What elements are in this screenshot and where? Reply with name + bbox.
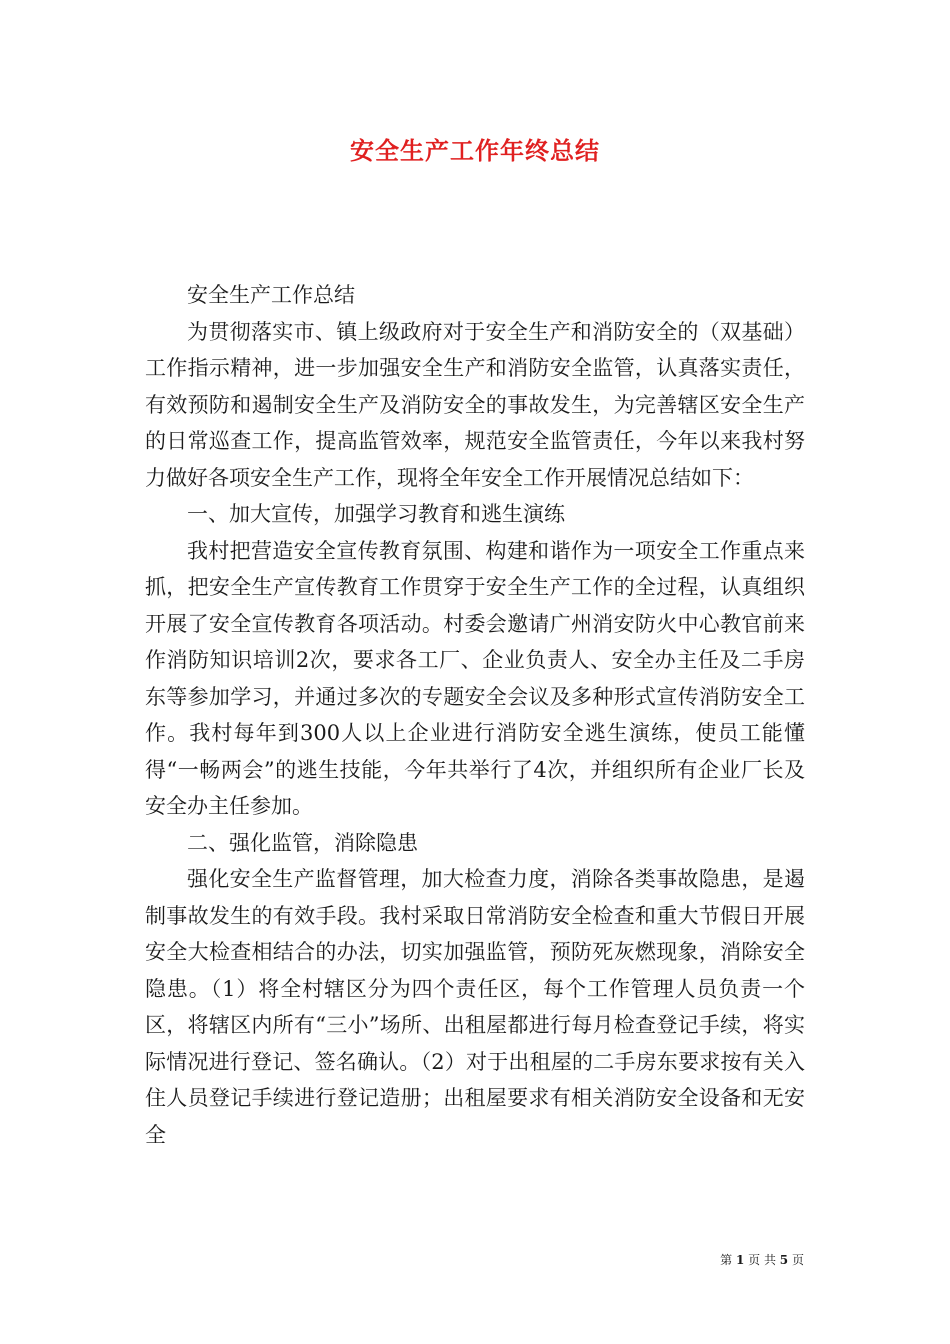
paragraph: 强化安全生产监督管理，加大检查力度，消除各类事故隐患，是遏制事故发生的有效手段。我村采取日常消防安全检查和重大节假日开展安全大检查相结合的办法，切实加强监管，预防死灰燃现象，消除安全隐患。（1）将全村辖区分为四个责任区，每个工作管理人员负责一个区，将辖区内所有“三小”场所、出租屋都进行每月检查登记手续，将实际情况进行登记、签名确认。（2）对于出租屋的二手房东要求按有关入住人员登记手续进行登记造册；出租屋要求有相关消防安全设备和无安全 [145,867,805,1147]
footer-suffix: 页 [791,1253,804,1267]
footer-middle: 页 共 [748,1253,776,1267]
paragraph: 我村把营造安全宣传教育氛围、构建和谐作为一项安全工作重点来抓，把安全生产宣传教育工作贯穿于安全生产工作的全过程，认真组织开展了安全宣传教育各项活动。村委会邀请广州消安防火中心教官前来作消防知识培训2次，要求各工厂、企业负责人、安全办主任及二手房东等参加学习，并通过多次的专题安全会议及多种形式宣传消防安全工作。我村每年到300人以上企业进行消防安全逃生演练，使员工能懂得“一畅两会”的逃生技能，今年共举行了4次，并组织所有企业厂长及安全办主任参加。 [145,538,805,818]
document-title: 安全生产工作年终总结 [350,137,600,165]
page-footer [720,1251,804,1268]
current-page-number: 1 [735,1253,745,1267]
footer-prefix: 第 [720,1253,733,1267]
section-heading: 二、强化监管，消除隐患 [187,830,418,855]
document-body [145,277,805,1153]
total-pages-number: 5 [779,1253,789,1267]
section-heading: 一、加大宣传，加强学习教育和逃生演练 [187,502,565,526]
paragraph: 为贯彻落实市、镇上级政府对于安全生产和消防安全的（双基础）工作指示精神，进一步加强安全生产和消防安全监管，认真落实责任，有效预防和遏制安全生产及消防安全的事故发生，为完善辖区安全生产的日常巡查工作，提高监管效率，规范安全监管责任，今年以来我村努力做好各项安全生产工作，现将全年安全工作开展情况总结如下： [145,319,805,490]
section-heading: 安全生产工作总结 [187,283,355,307]
